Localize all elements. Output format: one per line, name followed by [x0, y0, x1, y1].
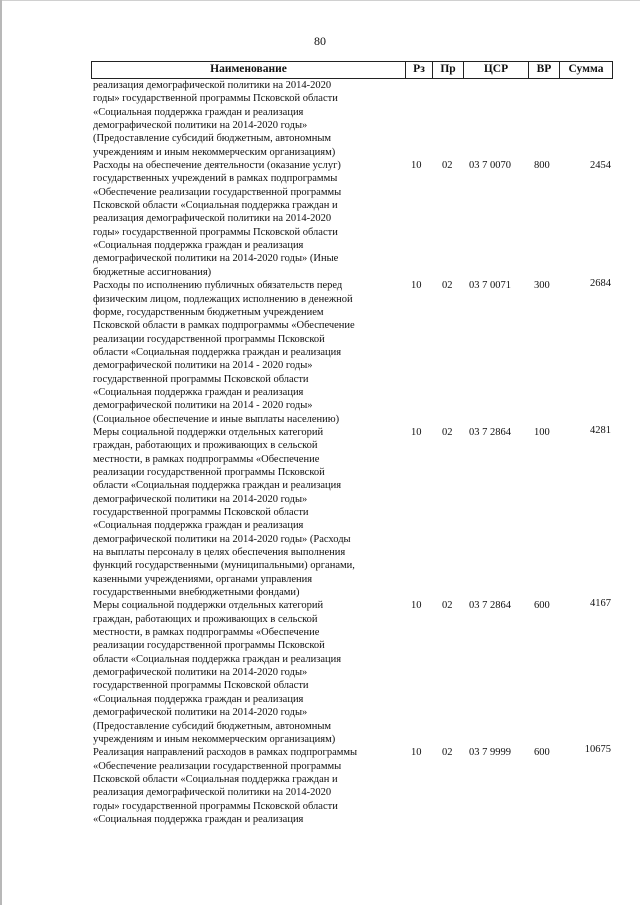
row-name: Меры социальной поддержки отдельных категорий граждан, работающих и проживающих в сельской местности, в рамках подпрограммы «Обеспечение реализации государственной программы Псковской области «Социальная поддержка граждан и реализация демографической политики на 2014-2020 годы» государственной программы Псковской области «Социальная поддержка граждан и реализация демографической политики на 2014-2020 годы» (Предоставление субсидий бюджетным, автономным учреждениям и иным некоммерческим организациям)	[93, 600, 342, 745]
row-vr: 300	[534, 280, 550, 292]
table-row	[91, 159, 613, 279]
row-name: Меры социальной поддержки отдельных категорий граждан, работающих и проживающих в сельской местности, в рамках подпрограммы «Обеспечение реализации государственной программы Псковской области «Социальная поддержка граждан и реализация демографической политики на 2014-2020 годы» государственной программы Псковской области «Социальная поддержка граждан и реализация демографической политики на 2014-2020 годы» (Расходы на выплаты персоналу в целях обеспечения выполнения функций государственными (муниципальными) органами, казенными учреждениями, органами управления государственными внебюджетными фондами)	[93, 426, 355, 599]
row-rz: 10	[411, 747, 422, 759]
row-pr: 02	[442, 747, 453, 759]
table-header	[91, 61, 613, 79]
row-csr: 03 7 2864	[469, 426, 511, 438]
row-vr: 600	[534, 747, 550, 759]
row-pr: 02	[442, 160, 453, 172]
row-sum: 2454	[590, 160, 611, 172]
row-csr: 03 7 0070	[469, 160, 511, 172]
row-sum: 2684	[590, 278, 611, 290]
table-row	[91, 426, 613, 599]
row-csr: 03 7 2864	[469, 600, 511, 612]
row-vr: 100	[534, 426, 550, 438]
row-pr: 02	[442, 280, 453, 292]
row-pr: 02	[442, 426, 453, 438]
row-rz: 10	[411, 280, 422, 292]
header-rz: Рз	[413, 63, 425, 75]
table-body	[91, 79, 613, 826]
row-vr: 800	[534, 160, 550, 172]
row-sum: 4281	[590, 424, 611, 436]
row-csr: 03 7 0071	[469, 280, 511, 292]
row-pr: 02	[442, 600, 453, 612]
scan-left-edge	[0, 0, 2, 905]
scan-top-edge	[0, 0, 640, 1]
page-number: 80	[314, 34, 326, 48]
row-name: реализация демографической политики на 2014-2020 годы» государственной программы Псковской области «Социальная поддержка граждан и реализация демографической политики на 2014-2020 годы» (Предоставление субсидий бюджетным, автономным учреждениям и иным некоммерческим организациям)	[93, 80, 338, 158]
header-pr: Пр	[440, 63, 456, 75]
row-sum: 4167	[590, 598, 611, 610]
row-sum: 10675	[584, 744, 611, 756]
table-row	[91, 599, 613, 746]
row-csr: 03 7 9999	[469, 747, 511, 759]
header-vr: ВР	[536, 63, 552, 75]
table-row	[91, 746, 613, 826]
row-name: Расходы по исполнению публичных обязательств перед физическим лицом, подлежащих исполнению в денежной форме, государственным бюджетным учреждением Псковской области в рамках подпрограммы «Обеспечение реализации государственной программы Псковской области «Социальная поддержка граждан и реализация демографической политики на 2014 - 2020 годы» государственной программы Псковской области «Социальная поддержка граждан и реализация демографической политики на 2014 - 2020 годы» (Социальное обеспечение и иные выплаты населению)	[93, 280, 355, 425]
header-csr: ЦСР	[483, 63, 509, 75]
row-vr: 600	[534, 600, 550, 612]
table-row	[91, 279, 613, 426]
row-rz: 10	[411, 160, 422, 172]
row-rz: 10	[411, 426, 422, 438]
header-name: Наименование	[210, 63, 287, 75]
header-sum: Сумма	[568, 63, 604, 75]
row-name: Реализация направлений расходов в рамках подпрограммы «Обеспечение реализации государственной программы Псковской области «Социальная поддержка граждан и реализация демографической политики на 2014-2020 годы» государственной программы Псковской области «Социальная поддержка граждан и реализация	[93, 747, 358, 825]
row-rz: 10	[411, 600, 422, 612]
budget-table	[91, 61, 613, 826]
continuation-row	[91, 79, 613, 159]
row-name: Расходы на обеспечение деятельности (оказание услуг) государственных учреждений в рамках подпрограммы «Обеспечение реализации государственной программы Псковской области «Социальная поддержка граждан и реализация демографической политики на 2014-2020 годы» государственной программы Псковской области «Социальная поддержка граждан и реализация демографической политики на 2014-2020 годы» (Иные бюджетные ассигнования)	[93, 160, 342, 278]
